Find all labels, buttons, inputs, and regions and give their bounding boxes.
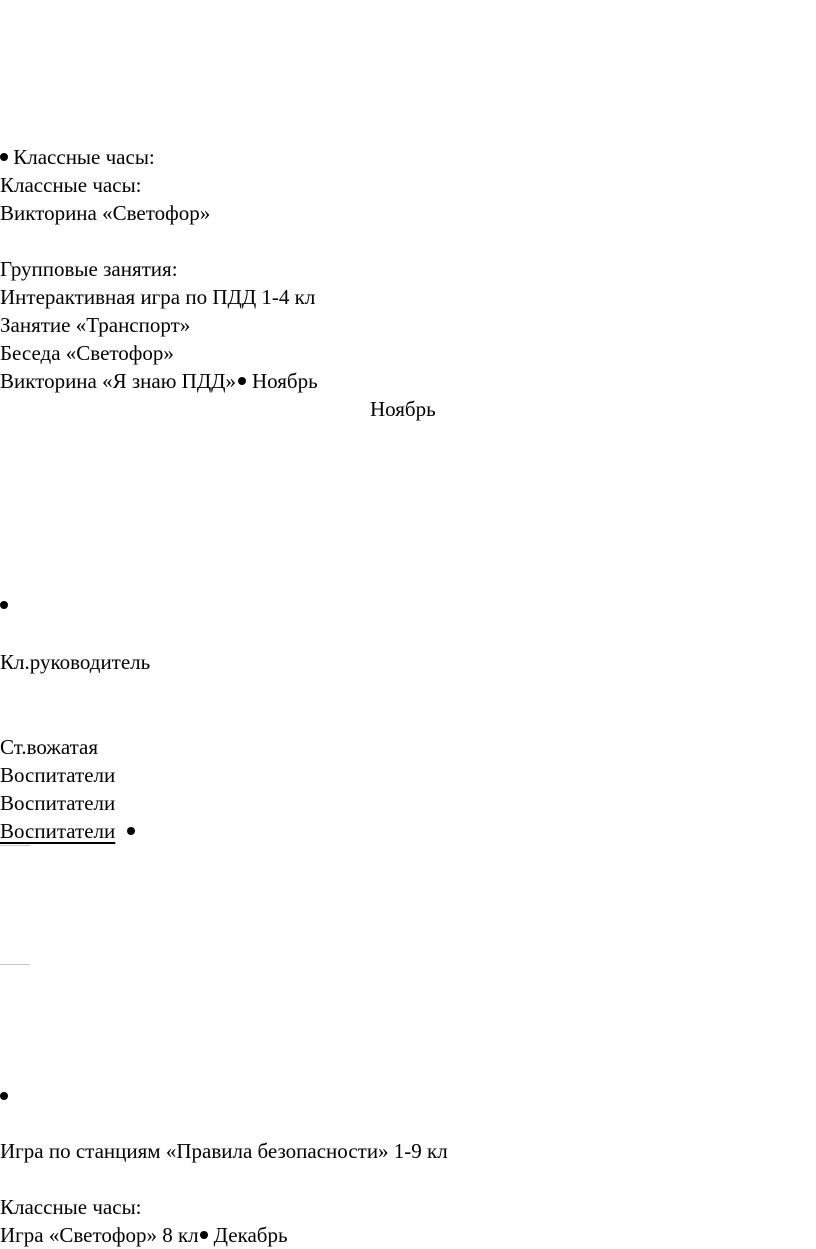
quiz-traffic-light: Викторина «Светофор»	[0, 201, 211, 225]
traffic-light-game-text: Игра «Светофор» 8 кл	[0, 1223, 199, 1247]
bullet-line-class-hours	[0, 143, 155, 171]
divider	[0, 964, 30, 965]
bullet-icon	[0, 153, 8, 161]
group-sessions-heading: Групповые занятия:	[0, 257, 178, 281]
educators-line-3	[0, 817, 135, 845]
bullet-icon	[200, 1231, 208, 1239]
month-november: Ноябрь	[370, 397, 436, 421]
educators-label-1: Воспитатели	[0, 763, 116, 787]
month-december: Декабрь	[213, 1223, 288, 1247]
class-teacher-label: Кл.руководитель	[0, 650, 151, 674]
class-hours-label: Классные часы:	[0, 173, 142, 197]
senior-counselor-label: Ст.вожатая	[0, 735, 99, 759]
educators-label-2: Воспитатели	[0, 791, 116, 815]
class-hours-heading-2: Классные часы:	[0, 1195, 142, 1219]
bullet-icon	[0, 601, 8, 609]
bullet-icon	[0, 1092, 8, 1100]
bullet-line-empty-2	[0, 1082, 8, 1110]
bullet-icon	[238, 377, 246, 385]
traffic-light-talk-line: Беседа «Светофор»	[0, 341, 174, 365]
divider	[0, 845, 30, 846]
bullet-line-empty-1	[0, 591, 8, 619]
educators-label-3: Воспитатели	[0, 819, 116, 843]
transport-session-line: Занятие «Транспорт»	[0, 313, 191, 337]
quiz-i-know-rules-text: Викторина «Я знаю ПДД»	[0, 369, 236, 393]
station-game-line: Игра по станциям «Правила безопасности» 1-9 кл	[0, 1139, 448, 1163]
class-hours-heading: Классные часы:	[13, 145, 155, 169]
quiz-i-know-rules-line	[0, 367, 318, 395]
traffic-light-game-line	[0, 1221, 288, 1249]
bullet-icon	[127, 827, 135, 835]
month-november-inline: Ноябрь	[251, 369, 318, 393]
interactive-game-line: Интерактивная игра по ПДД 1-4 кл	[0, 285, 316, 309]
